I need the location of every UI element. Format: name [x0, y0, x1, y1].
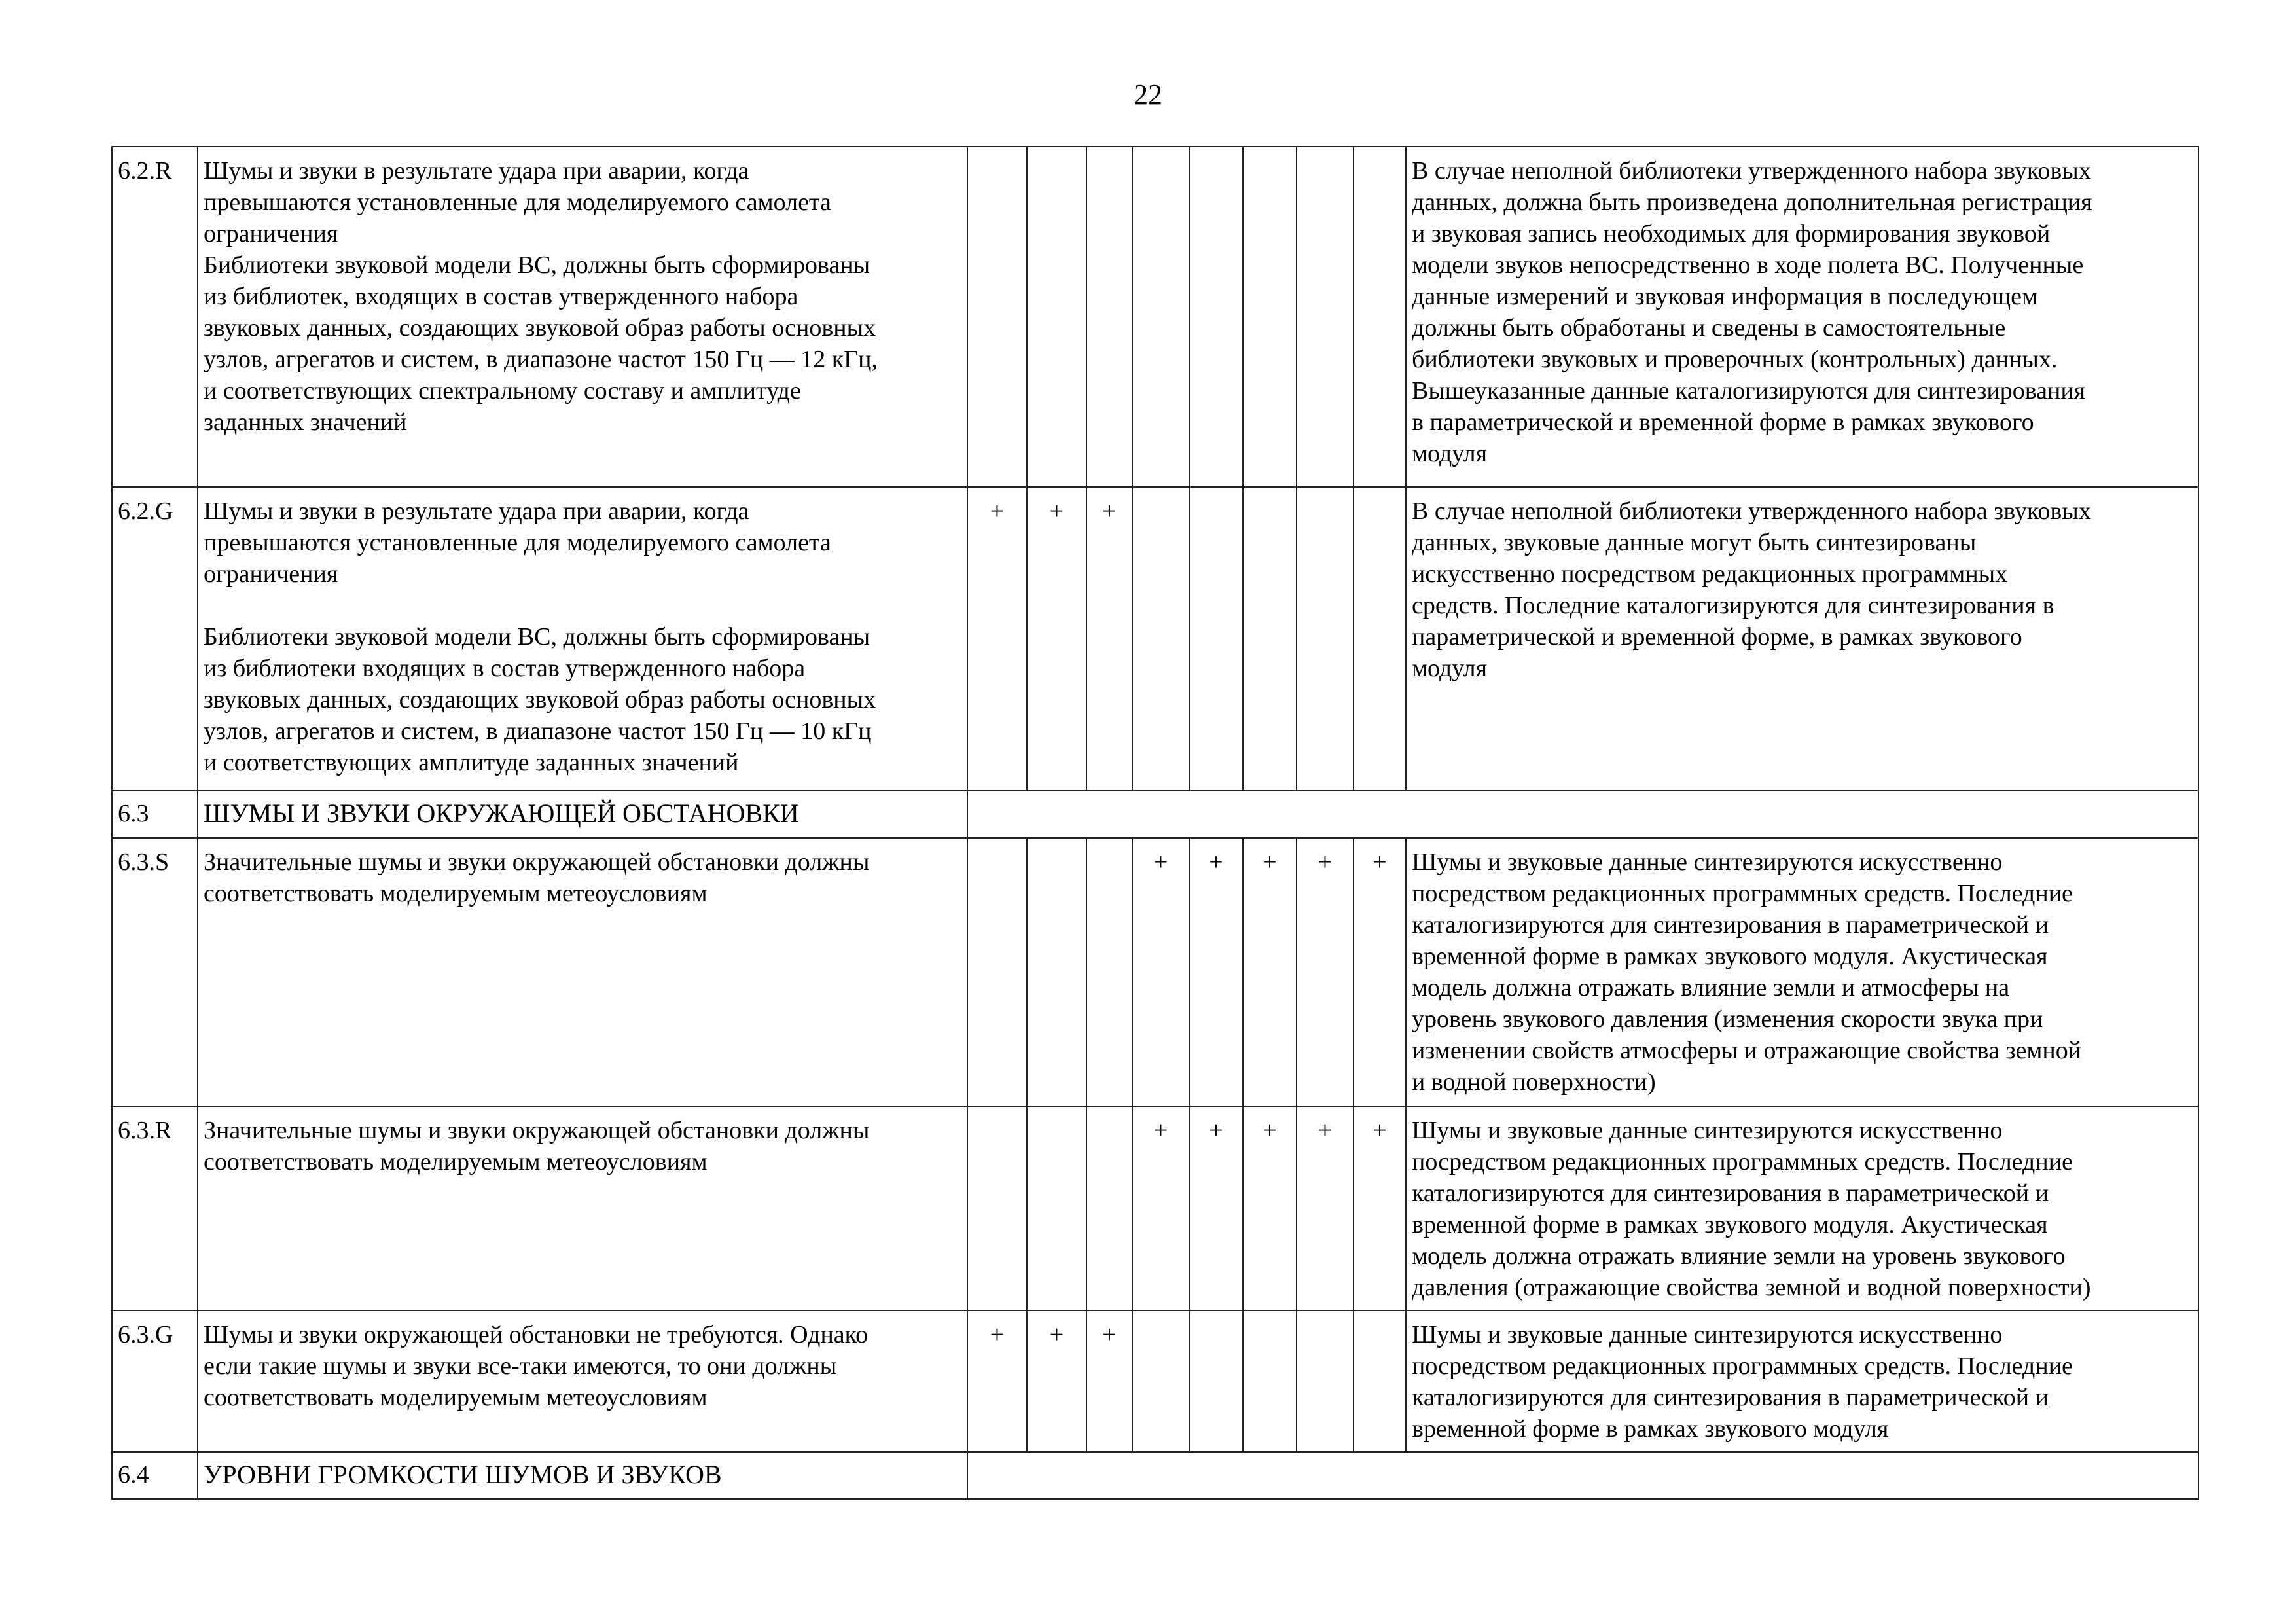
note-line: Шумы и звуковые данные синтезируются искусственно [1412, 1117, 2003, 1144]
note-line: модели звуков непосредственно в ходе полета ВС. Полученные [1412, 251, 2084, 279]
note-line: модель должна отражать влияние земли на уровень звукового [1412, 1242, 2066, 1270]
note-line: уровень звукового давления (изменения скорости звука при [1412, 1005, 2043, 1033]
note-line: каталогизируются для синтезирования в параметрической и [1412, 1384, 2049, 1411]
mark-cell [1189, 1310, 1243, 1452]
mark-cell: + [1027, 487, 1086, 791]
mark-cell [1243, 487, 1297, 791]
requirement-line: Шумы и звуки в результате удара при аварии, когда [204, 157, 749, 185]
section-empty-cell [967, 791, 2198, 838]
requirement-line: звуковых данных, создающих звуковой образ работы основных [204, 686, 876, 713]
mark-cell [967, 838, 1027, 1106]
requirement-line: заданных значений [204, 408, 407, 436]
requirement-line: звуковых данных, создающих звуковой образ работы основных [204, 314, 876, 342]
note-line: В случае неполной библиотеки утвержденного набора звуковых [1412, 497, 2091, 525]
row-requirement [198, 838, 967, 1106]
note-line: данных, должна быть произведена дополнительная регистрация [1412, 189, 2092, 216]
mark-cell [1027, 1106, 1086, 1310]
table-row [112, 838, 2198, 1106]
row-requirement [198, 1106, 967, 1310]
requirement-line: и соответствующих спектральному составу и амплитуде [204, 377, 801, 405]
requirement-line: соответствовать моделируемым метеоусловиям [204, 1384, 708, 1411]
mark-cell [1132, 147, 1189, 487]
mark-cell [1132, 487, 1189, 791]
mark-cell [1354, 1310, 1406, 1452]
requirement-line: если такие шумы и звуки все-таки имеются, то они должны [204, 1352, 837, 1380]
requirement-line: и соответствующих амплитуде заданных значений [204, 749, 739, 776]
mark-cell [1086, 1106, 1132, 1310]
mark-cell: + [1189, 1106, 1243, 1310]
mark-cell: + [1243, 1106, 1297, 1310]
mark-cell [967, 1106, 1027, 1310]
requirement-line: Библиотеки звуковой модели ВС, должны быть сформированы [204, 623, 870, 651]
requirement-line: Библиотеки звуковой модели ВС, должны быть сформированы [204, 251, 870, 279]
section-title: УРОВНИ ГРОМКОСТИ ШУМОВ И ЗВУКОВ [198, 1452, 967, 1499]
requirement-line: узлов, агрегатов и систем, в диапазоне частот 150 Гц — 12 кГц, [204, 346, 878, 373]
mark-cell [1086, 838, 1132, 1106]
note-line: временной форме в рамках звукового модуля [1412, 1415, 1889, 1443]
row-note [1406, 1106, 2198, 1310]
row-code: 6.2.R [112, 147, 198, 487]
mark-cell [1027, 147, 1086, 487]
requirement-line: Шумы и звуки окружающей обстановки не требуются. Однако [204, 1321, 869, 1348]
note-line: искусственно посредством редакционных программных [1412, 560, 2008, 588]
row-note [1406, 838, 2198, 1106]
note-line: В случае неполной библиотеки утвержденного набора звуковых [1412, 157, 2091, 185]
section-title: ШУМЫ И ЗВУКИ ОКРУЖАЮЩЕЙ ОБСТАНОВКИ [198, 791, 967, 838]
row-code: 6.2.G [112, 487, 198, 791]
note-line: давления (отражающие свойства земной и водной поверхности) [1412, 1274, 2091, 1301]
mark-cell: + [1086, 487, 1132, 791]
mark-cell: + [1086, 1310, 1132, 1452]
mark-cell: + [1354, 1106, 1406, 1310]
mark-cell: + [1132, 1106, 1189, 1310]
section-empty-cell [967, 1452, 2198, 1499]
mark-cell: + [1354, 838, 1406, 1106]
paragraph-gap [204, 590, 961, 621]
requirement-line: соответствовать моделируемым метеоусловиям [204, 880, 708, 907]
section-row [112, 791, 2198, 838]
table-row [112, 1310, 2198, 1452]
mark-cell: + [1189, 838, 1243, 1106]
note-line: изменении свойств атмосферы и отражающие свойства земной [1412, 1037, 2082, 1064]
note-line: средств. Последние каталогизируются для синтезирования в [1412, 592, 2054, 619]
note-line: Вышеуказанные данные каталогизируются для синтезирования [1412, 377, 2086, 405]
table-row [112, 1106, 2198, 1310]
row-code: 6.3.S [112, 838, 198, 1106]
mark-cell [1354, 487, 1406, 791]
row-note [1406, 147, 2198, 487]
mark-cell [1297, 147, 1354, 487]
note-line: Шумы и звуковые данные синтезируются искусственно [1412, 848, 2003, 876]
requirement-line: соответствовать моделируемым метеоусловиям [204, 1148, 708, 1176]
mark-cell: + [1297, 1106, 1354, 1310]
mark-cell [1297, 1310, 1354, 1452]
note-line: Шумы и звуковые данные синтезируются искусственно [1412, 1321, 2003, 1348]
mark-cell [1189, 487, 1243, 791]
note-line: данные измерений и звуковая информация в последующем [1412, 283, 2038, 310]
note-line: в параметрической и временной форме в рамках звукового [1412, 408, 2034, 436]
table-row [112, 147, 2198, 487]
mark-cell: + [967, 1310, 1027, 1452]
note-line: временной форме в рамках звукового модуля. Акустическая [1412, 943, 2048, 970]
mark-cell [1243, 1310, 1297, 1452]
mark-cell: + [1132, 838, 1189, 1106]
note-line: модуля [1412, 655, 1488, 682]
note-line: данных, звуковые данные могут быть синтезированы [1412, 529, 1977, 556]
row-requirement [198, 147, 967, 487]
requirement-line: Значительные шумы и звуки окружающей обстановки должны [204, 1117, 870, 1144]
note-line: посредством редакционных программных средств. Последние [1412, 1148, 2073, 1176]
mark-cell [1297, 487, 1354, 791]
note-line: модель должна отражать влияние земли и атмосферы на [1412, 974, 2010, 1001]
note-line: посредством редакционных программных средств. Последние [1412, 880, 2073, 907]
mark-cell [1027, 838, 1086, 1106]
mark-cell [1354, 147, 1406, 487]
note-line: посредством редакционных программных средств. Последние [1412, 1352, 2073, 1380]
mark-cell [1132, 1310, 1189, 1452]
mark-cell: + [1027, 1310, 1086, 1452]
requirement-line: превышаются установленные для моделируемого самолета [204, 189, 831, 216]
requirement-line: узлов, агрегатов и систем, в диапазоне частот 150 Гц — 10 кГц [204, 717, 872, 745]
note-line: временной форме в рамках звукового модуля. Акустическая [1412, 1211, 2048, 1238]
requirement-line: ограничения [204, 220, 338, 247]
note-line: и звуковая запись необходимых для формирования звуковой [1412, 220, 2051, 247]
row-code: 6.4 [112, 1452, 198, 1499]
mark-cell: + [1243, 838, 1297, 1106]
requirement-line: превышаются установленные для моделируемого самолета [204, 529, 831, 556]
note-line: должны быть обработаны и сведены в самостоятельные [1412, 314, 2006, 342]
page-number: 22 [1134, 79, 1162, 111]
row-requirement [198, 487, 967, 791]
row-code: 6.3.G [112, 1310, 198, 1452]
table-row [112, 487, 2198, 791]
row-code: 6.3 [112, 791, 198, 838]
note-line: каталогизируются для синтезирования в параметрической и [1412, 1180, 2049, 1207]
note-line: модуля [1412, 440, 1488, 467]
requirement-line: Шумы и звуки в результате удара при аварии, когда [204, 497, 749, 525]
mark-cell [1243, 147, 1297, 487]
mark-cell: + [967, 487, 1027, 791]
note-line: библиотеки звуковых и проверочных (контрольных) данных. [1412, 346, 2058, 373]
note-line: и водной поверхности) [1412, 1068, 1656, 1096]
requirement-line: ограничения [204, 560, 338, 588]
requirement-line: из библиотеки входящих в состав утвержденного набора [204, 655, 806, 682]
note-line: каталогизируются для синтезирования в параметрической и [1412, 911, 2049, 939]
requirement-line: из библиотек, входящих в состав утвержденного набора [204, 283, 798, 310]
mark-cell [1189, 147, 1243, 487]
requirements-table [111, 146, 2199, 1500]
mark-cell [1086, 147, 1132, 487]
note-line: параметрической и временной форме, в рамках звукового [1412, 623, 2022, 651]
row-code: 6.3.R [112, 1106, 198, 1310]
mark-cell [967, 147, 1027, 487]
row-note [1406, 487, 2198, 791]
row-note [1406, 1310, 2198, 1452]
section-row [112, 1452, 2198, 1499]
row-requirement [198, 1310, 967, 1452]
requirement-line: Значительные шумы и звуки окружающей обстановки должны [204, 848, 870, 876]
mark-cell: + [1297, 838, 1354, 1106]
